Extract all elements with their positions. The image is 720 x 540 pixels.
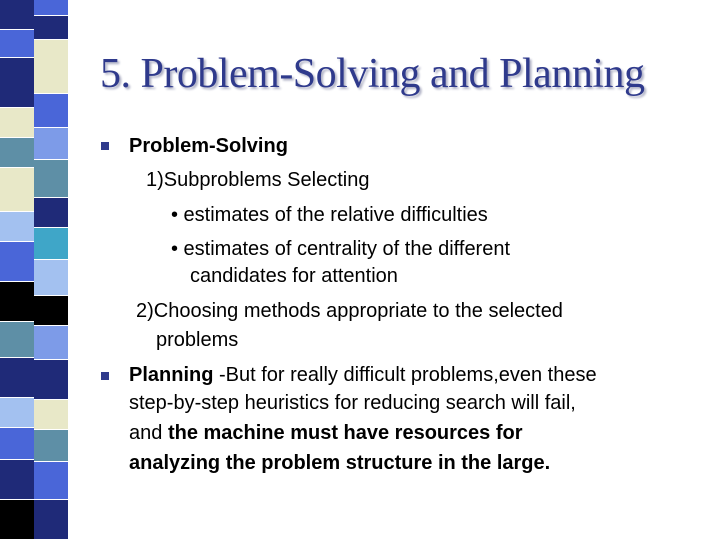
decorative-stripe — [0, 0, 66, 540]
sub-item-2-line-2: problems — [156, 329, 239, 351]
stripe-block — [34, 462, 68, 500]
stripe-block — [0, 138, 34, 168]
stripe-block — [34, 16, 68, 40]
item-planning-line-4: analyzing the problem structure in the large. — [129, 452, 551, 474]
planning-line-1-text: -But for really difficult problems,even these — [213, 364, 597, 386]
stripe-block — [0, 500, 34, 540]
stripe-block — [34, 0, 68, 16]
stripe-block — [0, 168, 34, 212]
stripe-block — [34, 326, 68, 360]
stripe-block — [0, 242, 34, 282]
stripe-block — [0, 322, 34, 358]
item-planning-line-2: step-by-step heuristics for reducing search will fail, — [129, 392, 576, 414]
stripe-block — [34, 360, 68, 400]
stripe-block — [0, 108, 34, 138]
stripe-block — [0, 212, 34, 242]
item-planning-line-1 — [129, 363, 597, 387]
item-planning-line-3 — [129, 421, 523, 445]
sub-item-1: 1)Subproblems Selecting — [146, 169, 370, 191]
stripe-block — [34, 40, 68, 94]
item-heading-problem-solving: Problem-Solving — [129, 135, 288, 157]
stripe-block — [34, 228, 68, 260]
stripe-block — [34, 198, 68, 228]
sub-bullet-2-line-1: • estimates of centrality of the different — [171, 238, 511, 260]
stripe-block — [0, 0, 34, 30]
planning-line-3-bold: the machine must have resources for — [167, 422, 523, 444]
stripe-block — [34, 296, 68, 326]
stripe-block — [34, 260, 68, 296]
sub-item-2-line-1: 2)Choosing methods appropriate to the selected — [136, 300, 563, 322]
sub-bullet-1: • estimates of the relative difficulties — [171, 204, 488, 226]
stripe-block — [34, 94, 68, 128]
stripe-block — [0, 460, 34, 500]
stripe-block — [0, 58, 34, 108]
sub-bullet-2-line-2: candidates for attention — [190, 265, 398, 287]
planning-line-3-prefix: and — [129, 422, 168, 444]
stripe-block — [0, 282, 34, 322]
stripe-block — [0, 398, 34, 428]
stripe-block — [34, 128, 68, 160]
stripe-block — [0, 358, 34, 398]
stripe-block — [34, 430, 68, 462]
item-heading-planning: Planning — [129, 364, 214, 386]
square-bullet-icon — [101, 372, 109, 380]
stripe-block — [0, 428, 34, 460]
stripe-block — [34, 160, 68, 198]
square-bullet-icon — [101, 142, 109, 150]
stripe-block — [0, 30, 34, 58]
slide-title: 5. Problem-Solving and Planning — [100, 51, 645, 97]
stripe-block — [34, 400, 68, 430]
stripe-block — [34, 500, 68, 540]
